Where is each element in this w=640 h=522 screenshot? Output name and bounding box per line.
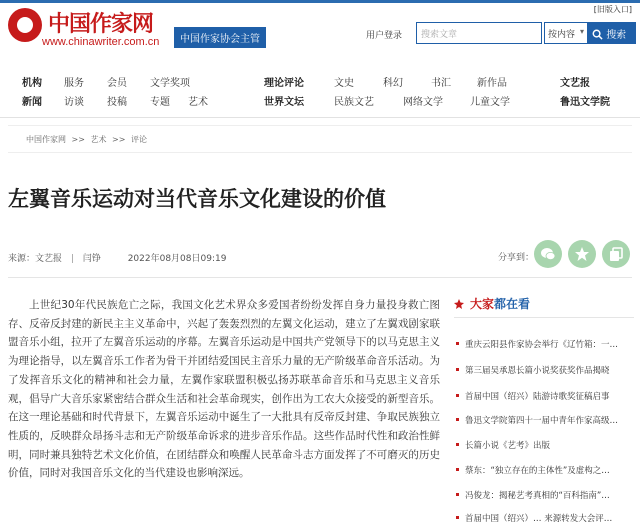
sidebar-item[interactable]: 首届中国（绍兴）陆游诗歌奖征稿启事 [456, 390, 636, 402]
search-button[interactable] [588, 22, 636, 44]
nav-item[interactable]: 服务 [64, 78, 84, 89]
sidebar-item[interactable]: 冯俊龙：揭秘艺考真相的“百科指南”… [456, 489, 636, 501]
divider [8, 277, 632, 278]
breadcrumb-home[interactable]: 中国作家网 [26, 135, 66, 144]
logo-text: 中国作家网 [48, 11, 154, 37]
search-button-label: 搜索 [606, 30, 627, 41]
sidebar-item[interactable]: 蔡东：“独立存在的主体性”及虚构之… [456, 464, 636, 476]
breadcrumb-separator: >> [112, 135, 126, 144]
logo-url: www.chinawriter.com.cn [42, 36, 160, 48]
sidebar-item[interactable]: 首届中国（绍兴）… 来源转发大会评… [456, 512, 636, 522]
breadcrumb-separator: >> [71, 135, 85, 144]
nav-item[interactable]: 儿童文学 [470, 97, 510, 108]
nav-item[interactable]: 新闻 [22, 97, 42, 108]
old-version-link[interactable]: [旧版入口] [593, 5, 632, 14]
nav-item[interactable]: 文学奖项 [150, 78, 190, 89]
main-nav [0, 64, 640, 118]
article-body: 上世纪30年代民族危亡之际，我国文化艺术界众多爱国者纷纷发挥自身力量投身救亡图存、反帝反封建的新民主主义革命中，兴起了轰轰烈烈的左翼文化运动，建立了左翼戏剧家联盟音乐小组，拉开了左翼音乐运动的序幕。左翼音乐运动是中国共产党领导下的以马克思主义为理论指导，以左翼音乐工作者为骨干并团结爱国民主音乐力量的无产阶级革命音乐活动。为了发挥音乐文化的精神和社会力量，左翼作家联盟积极弘扬苏联革命音乐和马克思主义音乐观，倡导广大音乐家紧密结合群众生活和社会革命现实，创作出为工农大众接受的新型音乐。在这一理论基础和时代背景下，左翼音乐运动中诞生了一大批具有反帝反封建、争取民族独立性质的，反映群众昂扬斗志和无产阶级革命诉求的进步音乐作品。这些作品时代性和政治性鲜明，同时兼具独特艺术文化价值，在团结群众和唤醒人民革命斗志方面发挥了不可磨灭的历史价值，同时对我国音乐文化的当代建设也影响深远。 [8, 299, 440, 480]
divider [454, 317, 634, 318]
share-label: 分享到： [498, 253, 535, 263]
nav-item[interactable]: 文史 [334, 78, 354, 89]
nav-item[interactable]: 机构 [22, 78, 42, 89]
search-scope-label: 按内容 [548, 30, 576, 40]
nav-item[interactable]: 书汇 [431, 78, 451, 89]
article-date: 2022年08月08日09:19 [127, 254, 227, 264]
nav-item[interactable]: 文艺报 [560, 78, 590, 89]
wechat-share-icon[interactable] [534, 240, 562, 268]
nav-item[interactable]: 艺术 [188, 97, 208, 108]
divider [8, 125, 632, 126]
nav-item[interactable]: 民族文艺 [334, 97, 374, 108]
breadcrumb [26, 134, 150, 145]
nav-item[interactable]: 世界文坛 [264, 97, 304, 108]
breadcrumb-review[interactable]: 评论 [131, 135, 147, 144]
search-input[interactable]: 搜索文章 [416, 22, 542, 44]
heading-icon [454, 299, 464, 309]
sidebar-item[interactable]: 鲁迅文学院第四十一届中青年作家高级… [456, 414, 636, 426]
nav-item[interactable]: 会员 [107, 78, 127, 89]
sponsor-badge: 中国作家协会主管 [174, 27, 266, 48]
logo-emblem-icon [8, 8, 42, 42]
qzone-share-icon[interactable] [568, 240, 596, 268]
nav-item[interactable]: 科幻 [383, 78, 403, 89]
article-author: 闫铮 [82, 254, 101, 264]
copy-share-icon[interactable] [602, 240, 630, 268]
login-link[interactable]: 用户登录 [366, 31, 403, 41]
nav-item[interactable]: 鲁迅文学院 [560, 97, 610, 108]
divider [8, 152, 632, 153]
site-logo[interactable] [8, 6, 168, 46]
breadcrumb-art[interactable]: 艺术 [90, 135, 107, 144]
sidebar-heading [454, 295, 530, 312]
nav-item[interactable]: 新作品 [477, 78, 507, 89]
sidebar-item[interactable]: 第三届吴承恩长篇小说奖获奖作品揭晓 [456, 364, 636, 376]
nav-item[interactable]: 投稿 [107, 97, 127, 108]
meta-separator: | [70, 254, 74, 264]
article-meta [8, 251, 226, 264]
article-source: 来源：文艺报 [8, 254, 63, 264]
nav-item[interactable]: 访谈 [64, 97, 84, 108]
sidebar-heading-part1: 大家 [470, 297, 495, 311]
nav-item[interactable]: 专题 [150, 97, 170, 108]
sidebar-item[interactable]: 重庆云阳县作家协会举行《辽竹箱：一… [456, 338, 636, 350]
sidebar-item[interactable]: 长篇小说《艺考》出版 [456, 439, 636, 451]
search-scope-select[interactable] [544, 22, 588, 44]
search-icon [592, 29, 603, 40]
sidebar-heading-part2: 都在看 [494, 297, 531, 311]
nav-item[interactable]: 网络文学 [403, 97, 443, 108]
top-accent-bar [0, 0, 640, 3]
nav-item[interactable]: 理论评论 [264, 78, 304, 89]
article-title: 左翼音乐运动对当代音乐文化建设的价值 [8, 187, 386, 211]
